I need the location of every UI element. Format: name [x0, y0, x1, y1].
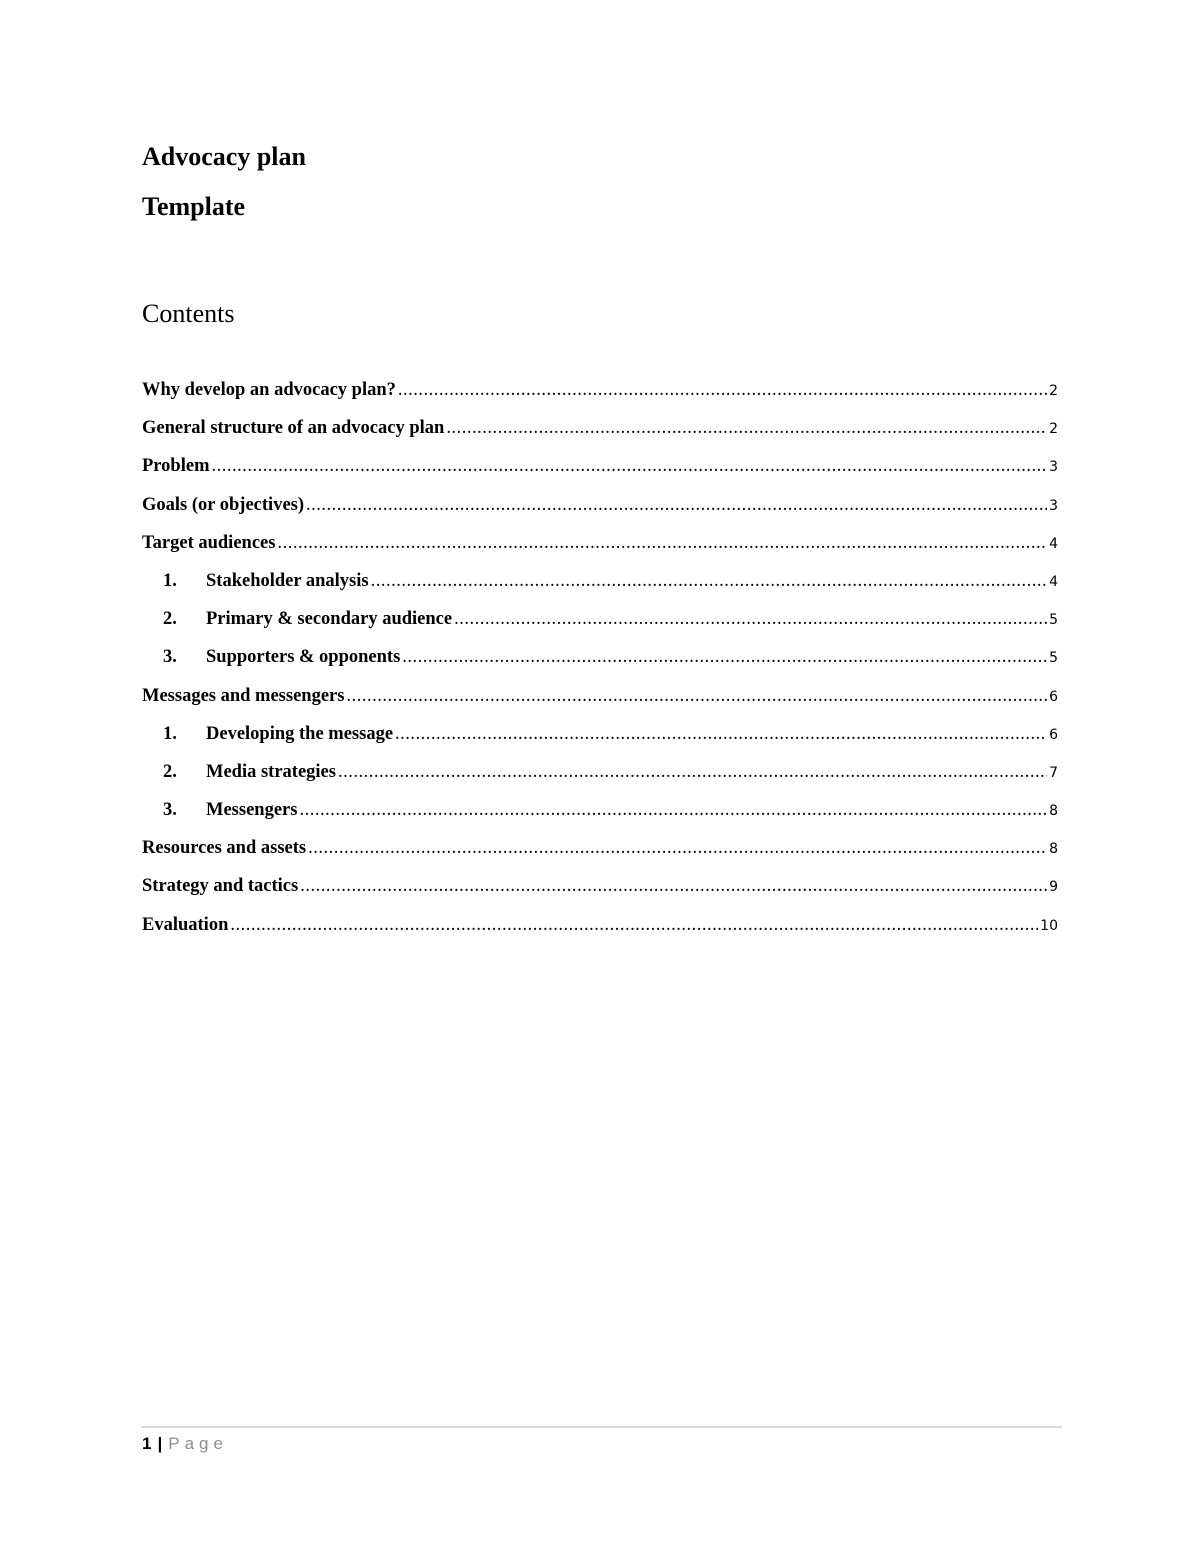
toc-entry-label: Primary & secondary audience [206, 609, 453, 630]
toc-dot-leader [211, 452, 1047, 480]
toc-page-number: 6 [1049, 688, 1058, 705]
toc-page-number: 7 [1049, 764, 1058, 781]
toc-page-number: 6 [1049, 726, 1058, 743]
toc-entry-label: Goals (or objectives) [142, 494, 305, 515]
toc-dot-leader [308, 834, 1047, 862]
document-title: Advocacy plan [142, 142, 306, 171]
toc-entry-strategy-tactics[interactable] [142, 872, 1058, 910]
footer-separator: | [157, 1434, 163, 1453]
toc-dot-leader [230, 911, 1038, 939]
toc-entry-label: Evaluation [142, 914, 229, 935]
toc-dot-leader [300, 872, 1047, 900]
toc-dot-leader [277, 529, 1047, 557]
toc-dot-leader [371, 567, 1047, 595]
toc-entry-label: Target audiences [142, 532, 276, 553]
toc-entry-media-strategies[interactable] [142, 758, 1058, 796]
footer-page-word: Page [168, 1434, 228, 1453]
toc-entry-number: 2. [163, 761, 177, 782]
toc-entry-general-structure[interactable] [142, 414, 1058, 452]
toc-page-number: 4 [1049, 535, 1058, 552]
toc-page-number: 4 [1049, 573, 1058, 590]
toc-entry-label: Strategy and tactics [142, 876, 299, 897]
toc-page-number: 5 [1049, 612, 1058, 629]
document-subtitle: Template [142, 192, 246, 221]
table-of-contents [142, 376, 1058, 949]
toc-dot-leader [306, 491, 1047, 519]
toc-entry-number: 1. [163, 723, 177, 744]
toc-dot-leader [398, 376, 1047, 404]
toc-dot-leader [346, 682, 1047, 710]
toc-entry-label: Messages and messengers [142, 685, 345, 706]
toc-dot-leader [402, 643, 1047, 671]
footer-page-number: 1 [142, 1434, 152, 1453]
toc-dot-leader [454, 605, 1047, 633]
toc-entry-stakeholder-analysis[interactable] [142, 567, 1058, 605]
toc-dot-leader [395, 720, 1047, 748]
page-footer [142, 1432, 228, 1456]
toc-dot-leader [446, 414, 1047, 442]
toc-entry-messages-messengers[interactable] [142, 682, 1058, 720]
toc-entry-number: 1. [163, 570, 177, 591]
toc-entry-label: Resources and assets [142, 838, 307, 859]
toc-entry-label: Media strategies [206, 761, 336, 782]
footer-divider [141, 1426, 1062, 1428]
contents-heading: Contents [142, 299, 235, 328]
toc-entry-goals[interactable] [142, 491, 1058, 529]
toc-entry-problem[interactable] [142, 452, 1058, 490]
toc-page-number: 3 [1049, 497, 1058, 514]
toc-entry-why-develop[interactable] [142, 376, 1058, 414]
toc-entry-label: Why develop an advocacy plan? [142, 380, 396, 400]
toc-page-number: 2 [1049, 421, 1058, 438]
toc-entry-label: General structure of an advocacy plan [142, 418, 445, 439]
toc-entry-number: 3. [163, 800, 177, 821]
toc-page-number: 5 [1049, 650, 1058, 667]
toc-entry-label: Stakeholder analysis [206, 570, 369, 591]
toc-entry-label: Supporters & opponents [206, 647, 401, 668]
toc-entry-label: Problem [142, 456, 210, 477]
toc-dot-leader [338, 758, 1047, 786]
toc-page-number: 10 [1040, 917, 1058, 934]
toc-entry-evaluation[interactable] [142, 911, 1058, 949]
toc-entry-supporters-opponents[interactable] [142, 643, 1058, 681]
toc-entry-developing-message[interactable] [142, 720, 1058, 758]
toc-page-number: 8 [1049, 841, 1058, 858]
toc-page-number: 2 [1049, 383, 1058, 399]
toc-dot-leader [299, 796, 1047, 824]
toc-entry-label: Messengers [206, 800, 298, 821]
toc-page-number: 8 [1049, 803, 1058, 820]
toc-entry-resources-assets[interactable] [142, 834, 1058, 872]
toc-entry-number: 3. [163, 647, 177, 668]
toc-entry-messengers[interactable] [142, 796, 1058, 834]
toc-entry-label: Developing the message [206, 723, 394, 744]
toc-entry-number: 2. [163, 609, 177, 630]
toc-page-number: 9 [1049, 879, 1058, 896]
toc-entry-target-audiences[interactable] [142, 529, 1058, 567]
toc-page-number: 3 [1049, 459, 1058, 476]
toc-entry-primary-secondary-audience[interactable] [142, 605, 1058, 643]
